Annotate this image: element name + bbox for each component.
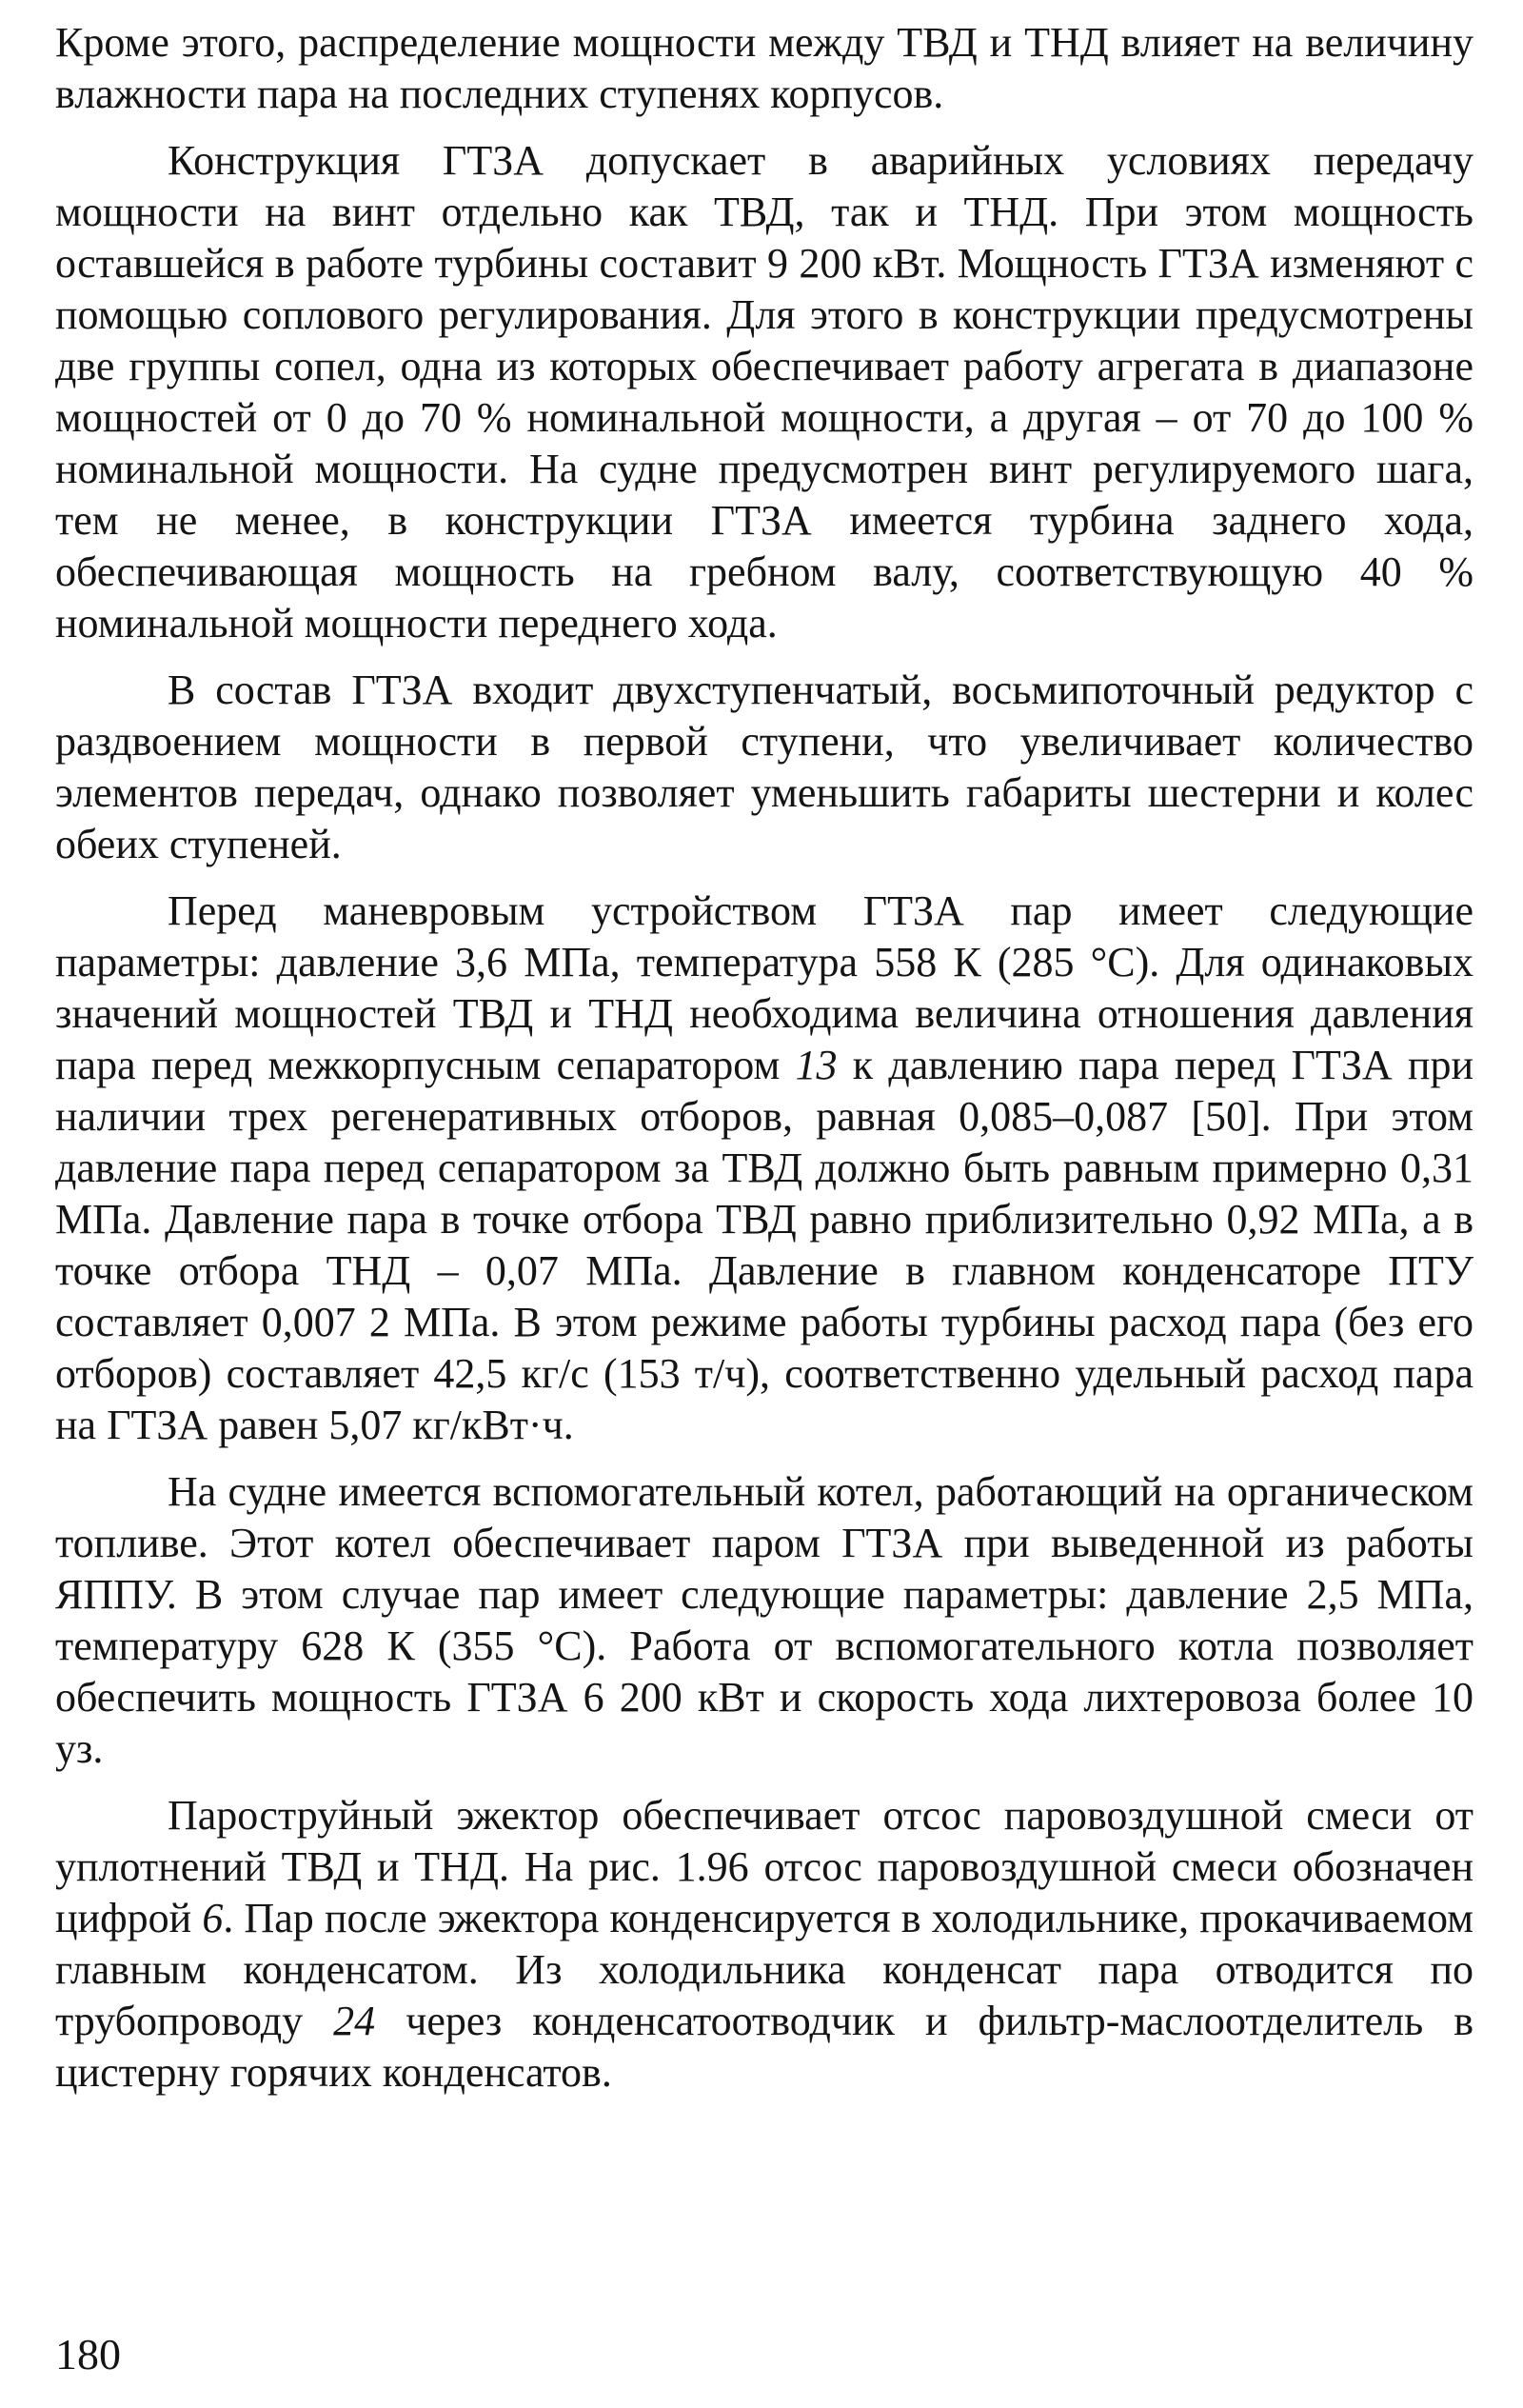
paragraph-3-text: В состав ГТЗА входит двухступенчатый, восьмипоточный редуктор с раздвоением мощности в первой ступени, что увеличивает количество элементов передач, однако позволяет уменьшить габариты шестерни и колес обеих ступеней. (55, 667, 1474, 867)
paragraph-1-text: Кроме этого, распределение мощности между ТВД и ТНД влияет на величину влажности пара на последних ступенях корпусов. (55, 19, 1474, 117)
separator-reference-number: 13 (795, 1042, 838, 1088)
paragraph-6-text-end: через конденсатоотводчик и фильтр-маслоотделитель в цистерну горячих конденсатов. (55, 1998, 1474, 2096)
paragraph-2 (55, 135, 1474, 649)
paragraph-4-text-start: Перед маневровым устройством ГТЗА пар имеет следующие параметры: давление 3,6 МПа, температура 558 К (285 °С). Для одинаковых значений мощностей ТВД и ТНД необходима величина отношения давления пара перед межкорпусным сепаратором (55, 887, 1474, 1088)
paragraph-5-text: На судне имеется вспомогательный котел, работающий на органическом топливе. Этот котел обеспечивает паром ГТЗА при выведенной из работы ЯППУ. В этом случае пар имеет следующие параметры: давление 2,5 МПа, температуру 628 К (355 °С). Работа от вспомогательного котла позволяет обеспечить мощность ГТЗА 6 200 кВт и скорость хода лихтеровоза более 10 уз. (55, 1468, 1474, 1772)
paragraph-1 (55, 17, 1474, 120)
paragraph-4-text-end: к давлению пара перед ГТЗА при наличии трех регенеративных отборов, равная 0,085–0,087 [50]. При этом давление пара перед сепаратором за ТВД должно быть равным примерно 0,31 МПа. Давление пара в точке отбора ТВД равно приблизительно 0,92 МПа, а в точке отбора ТНД – 0,07 МПа. Давление в главном конденсаторе ПТУ составляет 0,007 2 МПа. В этом режиме работы турбины расход пара (без его отборов) составляет 42,5 кг/с (153 т/ч), соответственно удельный расход пара на ГТЗА равен 5,07 кг/кВт·ч. (55, 1042, 1474, 1448)
figure-reference-number: 6 (202, 1895, 224, 1941)
book-page (55, 17, 1474, 2393)
paragraph-6-text-middle: . Пар после эжектора конденсируется в холодильнике, прокачиваемом главным конденсатом. Из холодильника конденсат пара отводится по трубопроводу (55, 1895, 1474, 2044)
paragraph-2-text: Конструкция ГТЗА допускает в аварийных условиях передачу мощности на винт отдельно как ТВД, так и ТНД. При этом мощность оставшейся в работе турбины составит 9 200 кВт. Мощность ГТЗА изменяют с помощью соплового регулирования. Для этого в конструкции предусмотрены две группы сопел, одна из которых обеспечивает работу агрегата в диапазоне мощностей от 0 до 70 % номинальной мощности, а другая – от 70 до 100 % номинальной мощности. На судне предусмотрен винт регулируемого шага, тем не менее, в конструкции ГТЗА имеется турбина заднего хода, обеспечивающая мощность на гребном валу, соответствующую 40 % номинальной мощности переднего хода. (55, 137, 1474, 647)
paragraph-6-text-start: Пароструйный эжектор обеспечивает отсос паровоздушной смеси от уплотнений ТВД и ТНД. На рис. 1.96 отсос паровоздушной смеси обозначен цифрой (55, 1792, 1474, 1941)
paragraph-5 (55, 1466, 1474, 1775)
paragraph-4 (55, 886, 1474, 1451)
page-number: 180 (55, 2330, 121, 2378)
paragraph-6 (55, 1790, 1474, 2099)
pipeline-reference-number: 24 (333, 1998, 376, 2044)
paragraph-3 (55, 665, 1474, 870)
